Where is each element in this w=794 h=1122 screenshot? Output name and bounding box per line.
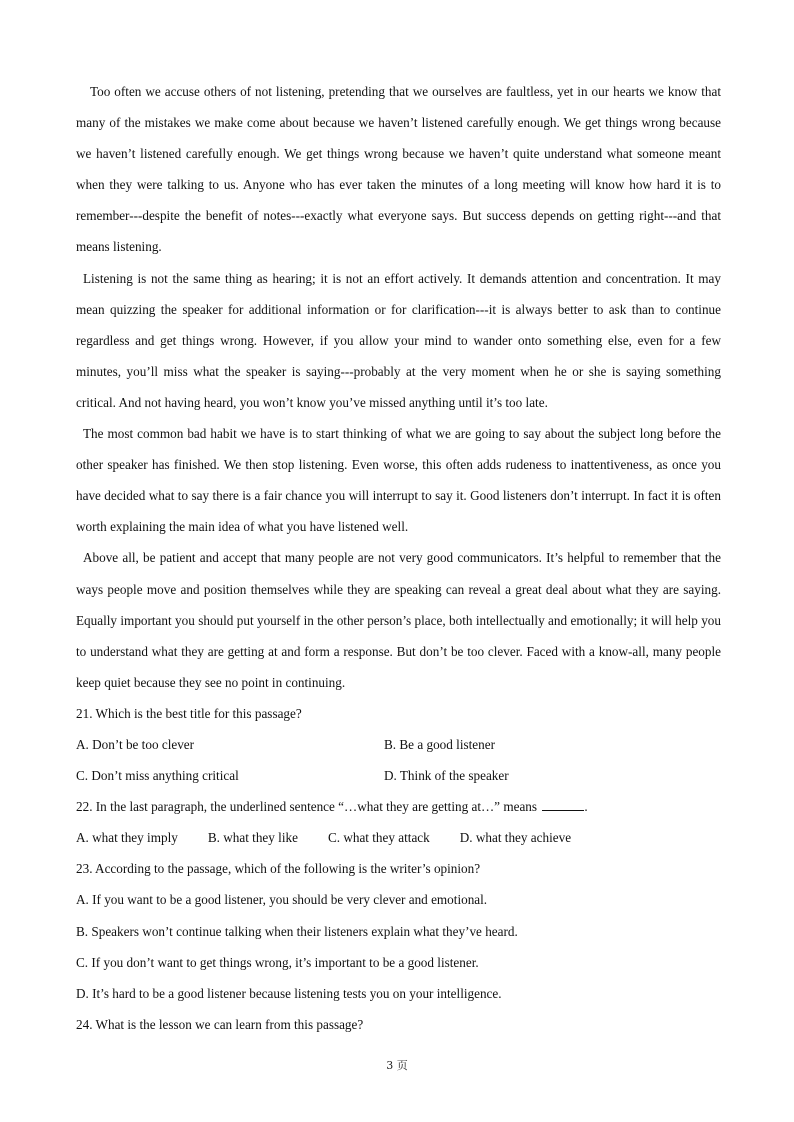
question-21-option-b: B. Be a good listener [384, 736, 495, 752]
passage-paragraph-2: Listening is not the same thing as hearing; it is not an effort actively. It demands attention and concentration. It may mean quizzing the speaker for additional information or for clarification---it is always better to ask than to continue regardless and get things wrong. However, if you allow your mind to wander onto something else, even for a few minutes, you’ll miss what the speaker is saying---probably at the very moment when he or she is saying something critical. And not having heard, you won’t know you’ve missed anything until it’s too late. [76, 270, 721, 410]
question-21-options-row-1 [76, 729, 721, 760]
question-23-option-b: B. Speakers won’t continue talking when their listeners explain what they’ve heard. [76, 923, 518, 939]
page-content [76, 76, 721, 1040]
question-21-option-a: A. Don’t be too clever [76, 736, 195, 752]
question-23-option-c: C. If you don’t want to get things wrong, it’s important to be a good listener. [76, 954, 479, 970]
page-number: 3 页 [386, 1059, 408, 1072]
question-22-options [76, 822, 721, 853]
answer-blank [542, 798, 584, 811]
question-23-option-a: A. If you want to be a good listener, you should be very clever and emotional. [76, 892, 488, 908]
passage-paragraph-4: Above all, be patient and accept that many people are not very good communicators. It’s helpful to remember that the ways people move and position themselves while they are speaking can reveal a great deal about what they are saying. Equally important you should put yourself in the other person’s place, both intellectually and emotionally; it will help you to understand what they are getting at and form a response. But don’t be too clever. Faced with a know-all, many people keep quiet because they see no point in continuing. [76, 550, 721, 690]
question-23-stem: 23. According to the passage, which of the following is the writer’s opinion? [76, 861, 481, 877]
question-21-options-row-2 [76, 760, 721, 791]
question-22-option-a: A. what they imply [76, 830, 178, 846]
question-23-option-d: D. It’s hard to be a good listener because listening tests you on your intelligence. [76, 985, 502, 1001]
question-21-stem: 21. Which is the best title for this passage? [76, 705, 302, 721]
question-22-stem [76, 791, 721, 822]
question-22-option-d: D. what they achieve [459, 830, 572, 846]
question-22-option-c: C. what they attack [327, 830, 430, 846]
question-24-stem: 24. What is the lesson we can learn from this passage? [76, 1016, 364, 1032]
question-22-option-b: B. what they like [207, 830, 298, 846]
question-21-option-d: D. Think of the speaker [384, 768, 509, 784]
passage-paragraph-1: Too often we accuse others of not listening, pretending that we ourselves are faultless, yet in our hearts we know that many of the mistakes we make come about because we haven’t listened carefully enough. We get things wrong because we haven’t listened carefully enough. We get things wrong because we haven’t quite understand what someone meant when they were talking to us. Anyone who has ever taken the minutes of a long meeting will know how hard it is to remember---despite the benefit of notes---exactly what everyone says. But success depends on getting right---and that means listening. [76, 84, 721, 255]
passage-paragraph-3: The most common bad habit we have is to start thinking of what we are going to say about the subject long before the other speaker has finished. We then stop listening. Even worse, this often adds rudeness to inattentiveness, as once you have decided what to say there is a fair chance you will interrupt to say it. Good listeners don’t interrupt. In fact it is often worth explaining the main idea of what you have listened well. [76, 426, 721, 535]
question-21-option-c: C. Don’t miss anything critical [76, 768, 239, 784]
question-22-stem-text: 22. In the last paragraph, the underlined sentence “…what they are getting at…” means [76, 799, 538, 815]
question-22-stem-end: . [584, 799, 588, 815]
